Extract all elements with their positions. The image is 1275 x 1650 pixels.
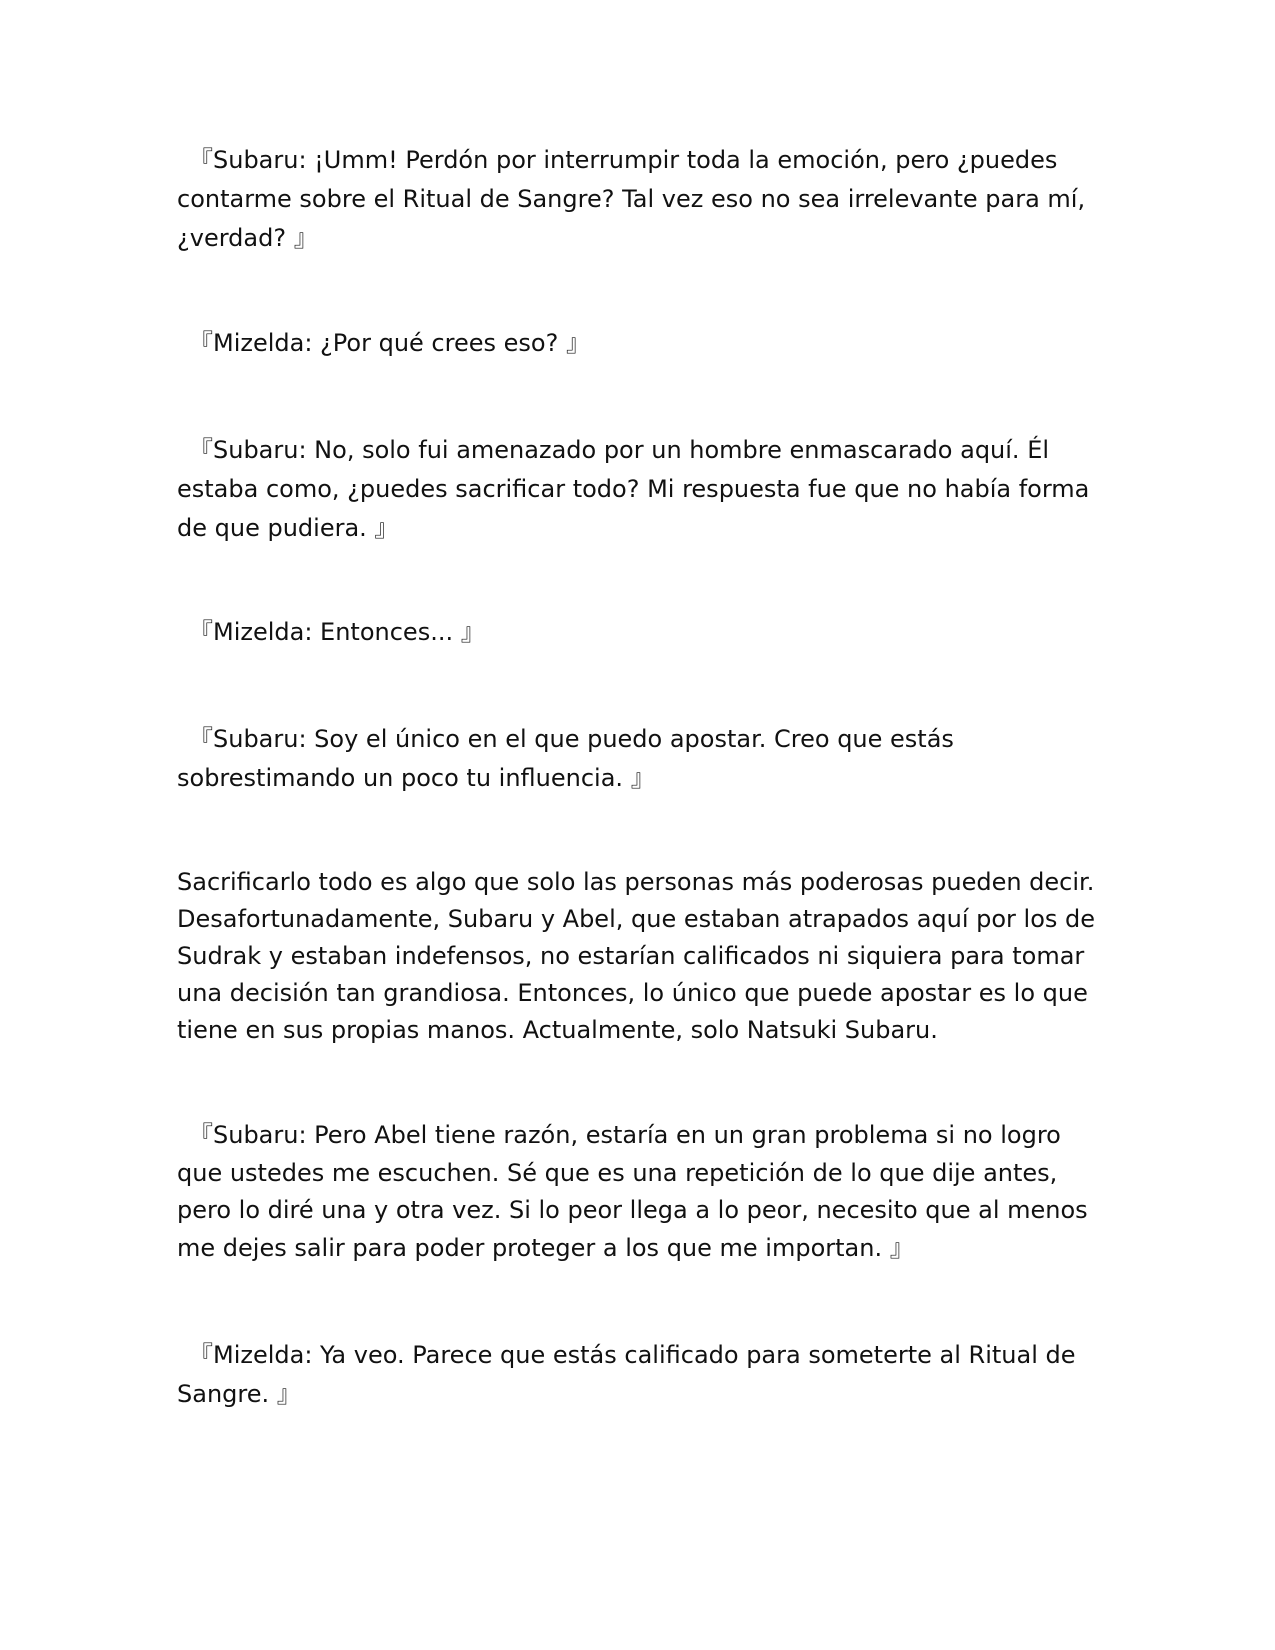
paragraph-subaru-masked-man: 『Subaru: No, solo fui amenazado por un hombre enmascarado aquí. Él estaba como, ¿puedes sacrificar todo? Mi respuesta fue que no había forma de que pudiera. 』 bbox=[177, 436, 1098, 542]
paragraph-subaru-ritual-question: 『Subaru: ¡Umm! Perdón por interrumpir toda la emoción, pero ¿puedes contarme sobre el Ritual de Sangre? Tal vez eso no sea irrelevante para mí, ¿verdad? 』 bbox=[177, 146, 1093, 252]
paragraph-narration: Sacrificarlo todo es algo que solo las personas más poderosas pueden decir. Desafortunadamente, Subaru y Abel, que estaban atrapados aquí por los de Sudrak y estaban indefensos, no estarían calificados ni siquiera para tomar una decisión tan grandiosa. Entonces, lo único que puede apostar es lo que tiene en sus propias manos. Actualmente, solo Natsuki Subaru. bbox=[177, 868, 1103, 1044]
paragraph-subaru-bet: 『Subaru: Soy el único en el que puedo apostar. Creo que estás sobrestimando un poco tu influencia. 』 bbox=[177, 725, 962, 792]
paragraph-mizelda-entonces: 『Mizelda: Entonces... 』 bbox=[189, 618, 485, 646]
paragraph-mizelda-why: 『Mizelda: ¿Por qué crees eso? 』 bbox=[189, 329, 590, 357]
paragraph-subaru-abel-right: 『Subaru: Pero Abel tiene razón, estaría en un gran problema si no logro que ustedes me escuchen. Sé que es una repetición de lo que dije antes, pero lo diré una y otra vez. Si lo peor llega a lo peor, necesito que al menos me dejes salir para poder proteger a los que me importan. 』 bbox=[177, 1121, 1096, 1262]
paragraph-mizelda-qualified: 『Mizelda: Ya veo. Parece que estás calificado para someterte al Ritual de Sangre. 』 bbox=[177, 1341, 1084, 1408]
